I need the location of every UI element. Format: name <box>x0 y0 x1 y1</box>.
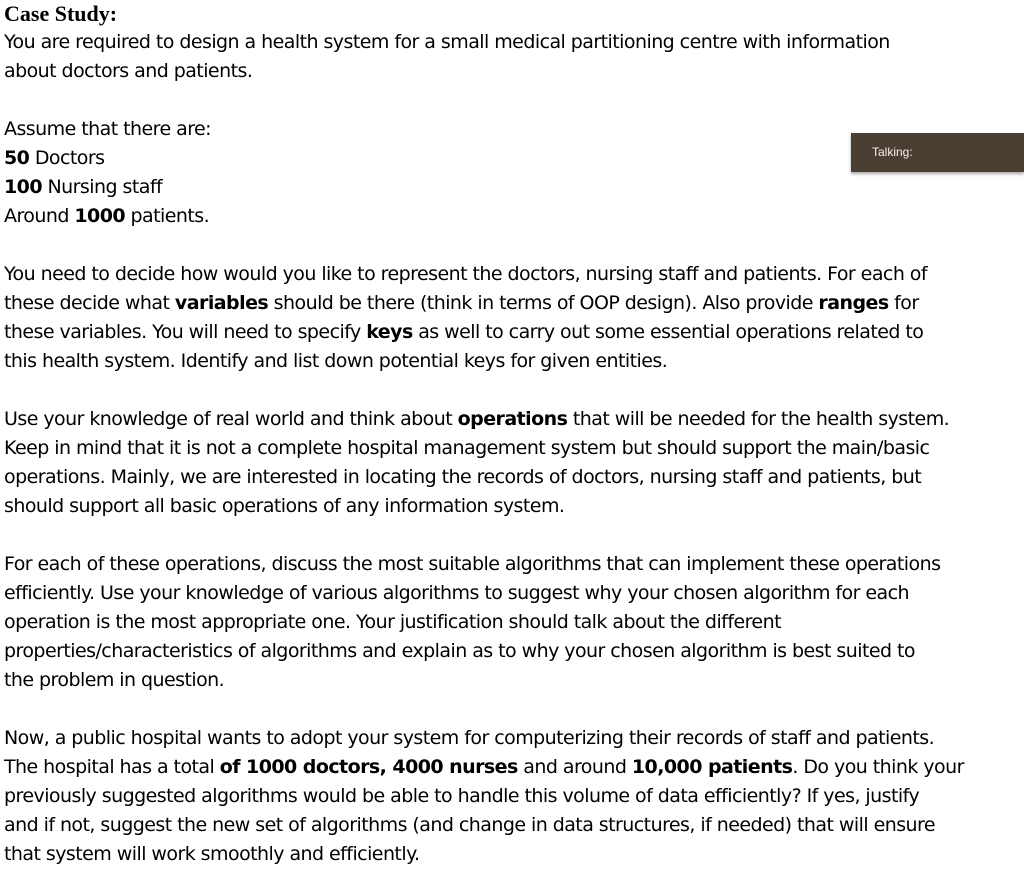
variables-line <box>4 289 1020 318</box>
operations-line: Keep in mind that it is not a complete hospital management system but should support the main/basic <box>4 437 930 459</box>
algorithms-line: properties/characteristics of algorithms and explain as to why your chosen algorithm is best suited to <box>4 640 915 662</box>
nursing-label: Nursing staff <box>42 176 163 198</box>
intro-line: You are required to design a health system for a small medical partitioning centre with information <box>4 31 890 53</box>
scaling-line <box>4 753 1020 782</box>
operations-paragraph <box>4 405 1020 521</box>
patients-prefix: Around <box>4 205 75 227</box>
case-study-heading: Case Study: <box>4 1 118 26</box>
text-run: that will be needed for the health system. <box>567 408 950 430</box>
variables-line <box>4 318 1020 347</box>
assumptions-lead: Assume that there are: <box>4 118 212 140</box>
variables-keyword: variables <box>174 292 269 314</box>
text-run: should be there (think in terms of OOP design). Also provide <box>268 292 819 314</box>
patient-total: 10,000 patients <box>631 756 793 778</box>
text-run: these variables. You will need to specify <box>4 321 367 343</box>
text-run: The hospital has a total <box>4 756 220 778</box>
algorithms-line: operation is the most appropriate one. Your justification should talk about the different <box>4 611 781 633</box>
ranges-keyword: ranges <box>818 292 889 314</box>
algorithms-line: efficiently. Use your knowledge of various algorithms to suggest why your chosen algorithm for each <box>4 582 909 604</box>
scaling-line: and if not, suggest the new set of algorithms (and change in data structures, if needed) that will ensure <box>4 814 936 836</box>
patients-count-line <box>4 202 1020 231</box>
algorithms-paragraph <box>4 550 1020 695</box>
algorithms-line: For each of these operations, discuss the most suitable algorithms that can implement these operations <box>4 553 941 575</box>
scaling-line: Now, a public hospital wants to adopt your system for computerizing their records of staff and patients. <box>4 727 935 749</box>
case-study-document <box>4 0 1020 869</box>
intro-paragraph <box>4 28 1020 86</box>
text-run: . Do you think your <box>792 756 964 778</box>
text-run: as well to carry out some essential operations related to <box>412 321 924 343</box>
doctors-count: 50 <box>4 147 30 169</box>
scaling-paragraph <box>4 724 1020 869</box>
variables-line: You need to decide how would you like to represent the doctors, nursing staff and patients. For each of <box>4 263 928 285</box>
talking-label: Talking: <box>872 145 913 159</box>
operations-line: should support all basic operations of any information system. <box>4 495 565 517</box>
patients-count: 1000 <box>74 205 126 227</box>
patients-label: patients. <box>125 205 210 227</box>
operations-keyword: operations <box>457 408 568 430</box>
operations-line: operations. Mainly, we are interested in locating the records of doctors, nursing staff and patients, but <box>4 466 922 488</box>
talking-indicator <box>851 133 1024 172</box>
algorithms-line: the problem in question. <box>4 669 225 691</box>
nursing-count: 100 <box>4 176 43 198</box>
text-run: and around <box>517 756 632 778</box>
nursing-count-line <box>4 173 1020 202</box>
operations-line <box>4 405 1020 434</box>
text-run: for <box>888 292 919 314</box>
keys-keyword: keys <box>366 321 413 343</box>
intro-line: about doctors and patients. <box>4 60 253 82</box>
staff-totals: of 1000 doctors, 4000 nurses <box>219 756 518 778</box>
text-run: these decide what <box>4 292 175 314</box>
doctors-label: Doctors <box>29 147 105 169</box>
scaling-line: that system will work smoothly and efficiently. <box>4 843 420 865</box>
variables-line: this health system. Identify and list down potential keys for given entities. <box>4 350 668 372</box>
variables-paragraph <box>4 260 1020 376</box>
scaling-line: previously suggested algorithms would be able to handle this volume of data efficiently? If yes, justify <box>4 785 920 807</box>
text-run: Use your knowledge of real world and think about <box>4 408 458 430</box>
